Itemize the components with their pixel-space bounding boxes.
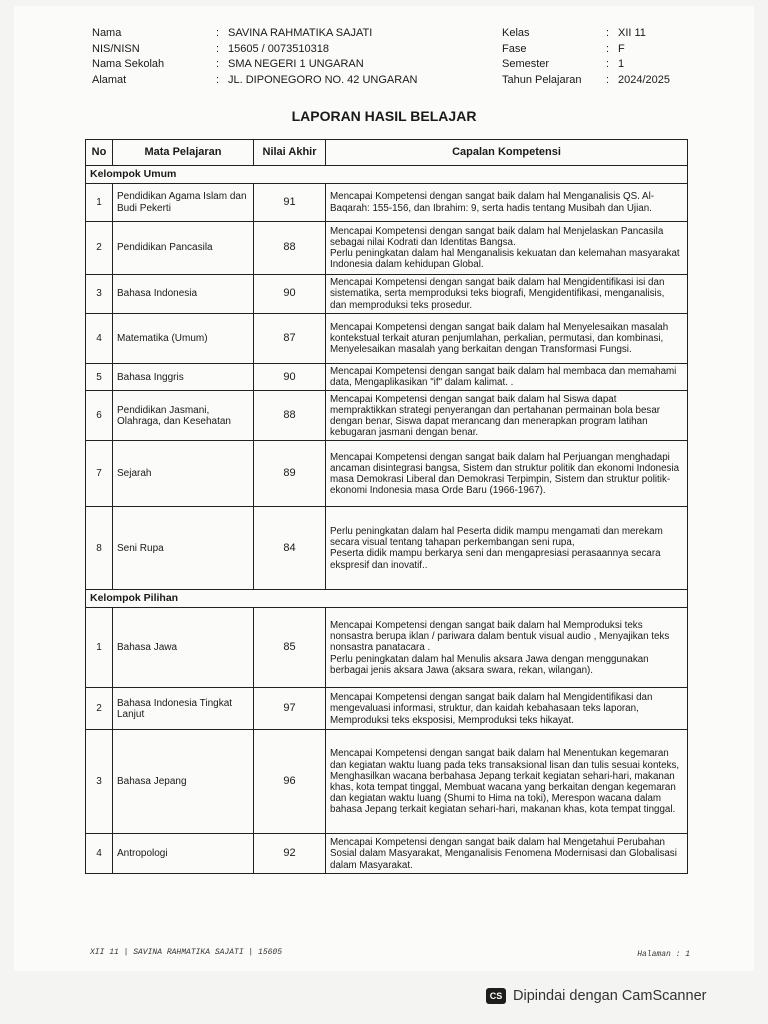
- final-score: 96: [254, 730, 326, 834]
- class-field-row: [502, 26, 670, 42]
- group-row: [86, 590, 688, 608]
- competency-description: Mencapai Kompetensi dengan sangat baik dalam hal Siswa dapat mempraktikkan strategi penyerangan dan pertahanan permainan bola besar dengan benar, Siswa dapat merancang dan menerapkan program latihan kebugaran jasmani dengan benar.: [326, 391, 688, 441]
- class-field-value: 2024/2025: [618, 73, 670, 86]
- student-field-row: [92, 73, 417, 89]
- student-field-sep: :: [216, 58, 220, 70]
- footer-student-info: XII 11 | SAVINA RAHMATIKA SAJATI | 15605: [90, 948, 283, 957]
- table-row: [86, 834, 688, 874]
- row-number: 4: [86, 834, 113, 874]
- final-score: 92: [254, 834, 326, 874]
- subject-name: Bahasa Inggris: [113, 364, 254, 391]
- class-field-label: Tahun Pelajaran: [502, 73, 582, 86]
- row-number: 6: [86, 391, 113, 441]
- competency-description: Mencapai Kompetensi dengan sangat baik dalam hal Menjelaskan Pancasila sebagai nilai Kodrati dan Identitas Bangsa. Perlu peningkatan dalam hal Menganalisis kekuatan dan kelemahan masyarakat Indonesia dalam kehidupan Global.: [326, 222, 688, 275]
- final-score: 87: [254, 314, 326, 364]
- camscanner-watermark: [486, 988, 706, 1004]
- competency-description: Perlu peningkatan dalam hal Peserta didik mampu mengamati dan merekam secara visual tentang tahapan perkembangan seni rupa, Peserta didik mampu berkarya seni dan mengapresiasi perasaannya secara ekspresif dan inovatif..: [326, 507, 688, 590]
- grades-table: [85, 139, 688, 874]
- table-row: [86, 184, 688, 222]
- student-field-label: NIS/NISN: [92, 42, 140, 55]
- table-row: [86, 507, 688, 590]
- row-number: 2: [86, 222, 113, 275]
- student-field-sep: :: [216, 73, 220, 86]
- camscanner-logo-icon: CS: [486, 988, 506, 1004]
- student-field-row: [92, 42, 417, 58]
- table-row: [86, 688, 688, 730]
- student-field-value: JL. DIPONEGORO NO. 42 UNGARAN: [228, 73, 418, 86]
- class-field-row: [502, 42, 670, 58]
- student-field-value: SMA NEGERI 1 UNGARAN: [228, 58, 364, 70]
- final-score: 88: [254, 391, 326, 441]
- final-score: 91: [254, 184, 326, 222]
- competency-description: Mencapai Kompetensi dengan sangat baik dalam hal membaca dan memahami data, Mengaplikasikan "if" dalam kalimat. .: [326, 364, 688, 391]
- final-score: 84: [254, 507, 326, 590]
- row-number: 7: [86, 441, 113, 507]
- table-row: [86, 391, 688, 441]
- final-score: 90: [254, 275, 326, 314]
- row-number: 3: [86, 730, 113, 834]
- competency-description: Mencapai Kompetensi dengan sangat baik dalam hal Menyelesaikan masalah kontekstual terkait aturan penjumlahan, perkalian, permutasi, dan kombinasi, Menyelesaikan masalah yang berkaitan dengan Transformasi Fungsi.: [326, 314, 688, 364]
- final-score: 97: [254, 688, 326, 730]
- subject-name: Seni Rupa: [113, 507, 254, 590]
- student-field-row: [92, 57, 417, 73]
- class-field-label: Kelas: [502, 27, 530, 39]
- row-number: 3: [86, 275, 113, 314]
- student-info-left: [92, 26, 417, 88]
- class-field-value: F: [618, 42, 625, 55]
- final-score: 90: [254, 364, 326, 391]
- row-number: 4: [86, 314, 113, 364]
- subject-name: Bahasa Indonesia: [113, 275, 254, 314]
- class-field-label: Semester: [502, 58, 550, 70]
- table-row: [86, 275, 688, 314]
- table-row: [86, 314, 688, 364]
- row-number: 8: [86, 507, 113, 590]
- competency-description: Mencapai Kompetensi dengan sangat baik dalam hal Menentukan kegemaran dan kegiatan waktu luang pada teks transaksional lisan dan tulis sesuai konteks, Menghasilkan wacana berbahasa Jepang terkait kegiatan sehari-hari, makanan khas, kota tempat tinggal, Membuat wacana yang berkaitan dengan kegemaran dan kegiatan waktu luang (Shumi to Hima na toki), Merespon wacana dalam bahasa Jepang terkait kegiatan sehari-hari, makanan khas, kota tempat tinggal.: [326, 730, 688, 834]
- table-row: [86, 730, 688, 834]
- competency-description: Mencapai Kompetensi dengan sangat baik dalam hal Memproduksi teks nonsastra berupa iklan / pariwara dalam bentuk visual audio , Menyajikan teks nonsastra panatacara . Perlu peningkatan dalam hal Menulis aksara Jawa dengan menggunakan berbagai jenis aksara Jawa (aksara swara, rekan, wilangan).: [326, 608, 688, 688]
- student-field-label: Nama: [92, 27, 122, 39]
- row-number: 2: [86, 688, 113, 730]
- class-field-row: [502, 73, 670, 89]
- col-competency-header: Capalan Kompetensi: [326, 140, 688, 166]
- student-field-sep: :: [216, 42, 220, 55]
- class-field-sep: :: [606, 73, 610, 86]
- subject-name: Pendidikan Jasmani, Olahraga, dan Kesehatan: [113, 391, 254, 441]
- table-row: [86, 608, 688, 688]
- col-no-header: No: [86, 140, 113, 166]
- table-row: [86, 441, 688, 507]
- col-score-header: Nilai Akhir: [254, 140, 326, 166]
- competency-description: Mencapai Kompetensi dengan sangat baik dalam hal Mengidentifikasi dan mengevaluasi informasi, struktur, dan kaidah kebahasaan teks laporan, Memproduksi teks eksposisi, Memproduksi teks hikayat.: [326, 688, 688, 730]
- camscanner-text: Dipindai dengan CamScanner: [513, 988, 707, 1004]
- table-row: [86, 222, 688, 275]
- row-number: 1: [86, 608, 113, 688]
- group-row: [86, 166, 688, 184]
- table-header-row: [86, 140, 688, 166]
- student-field-row: [92, 26, 417, 42]
- group-title: Kelompok Pilihan: [86, 590, 688, 608]
- class-field-sep: :: [606, 58, 610, 70]
- student-field-value: SAVINA RAHMATIKA SAJATI: [228, 27, 373, 39]
- competency-description: Mencapai Kompetensi dengan sangat baik dalam hal Mengidentifikasi isi dan sistematika, serta memproduksi teks biografi, Mengidentifikasi, menganalisis, dan memproduksi teks prosedur.: [326, 275, 688, 314]
- subject-name: Bahasa Jawa: [113, 608, 254, 688]
- final-score: 89: [254, 441, 326, 507]
- class-field-value: 1: [618, 58, 625, 70]
- table-row: [86, 364, 688, 391]
- col-subject-header: Mata Pelajaran: [113, 140, 254, 166]
- student-field-value: 15605 / 0073510318: [228, 42, 329, 55]
- footer-page-number: Halaman : 1: [637, 950, 690, 959]
- student-field-label: Alamat: [92, 73, 127, 86]
- competency-description: Mencapai Kompetensi dengan sangat baik dalam hal Menganalisis QS. Al-Baqarah: 155-156, dan Ibrahim: 9, serta hadis tentang Musibah dan Ujian.: [326, 184, 688, 222]
- row-number: 1: [86, 184, 113, 222]
- report-title: LAPORAN HASIL BELAJAR: [291, 108, 477, 124]
- student-info-right: [502, 26, 670, 88]
- subject-name: Bahasa Indonesia Tingkat Lanjut: [113, 688, 254, 730]
- competency-description: Mencapai Kompetensi dengan sangat baik dalam hal Mengetahui Perubahan Sosial dalam Masyarakat, Menganalisis Fenomena Modernisasi dan Globalisasi dalam Masyarakat.: [326, 834, 688, 874]
- final-score: 88: [254, 222, 326, 275]
- student-field-label: Nama Sekolah: [92, 58, 165, 70]
- class-field-row: [502, 57, 670, 73]
- class-field-value: XII 11: [618, 27, 646, 39]
- subject-name: Bahasa Jepang: [113, 730, 254, 834]
- subject-name: Antropologi: [113, 834, 254, 874]
- competency-description: Mencapai Kompetensi dengan sangat baik dalam hal Perjuangan menghadapi ancaman disintegrasi bangsa, Sistem dan struktur politik dan ekonomi Indonesia masa Demokrasi Liberal dan Demokrasi Terpimpin, Sistem dan struktur politik-ekonomi Indonesia masa Orde Baru (1966-1967).: [326, 441, 688, 507]
- class-field-sep: :: [606, 27, 610, 39]
- class-field-label: Fase: [502, 42, 527, 55]
- subject-name: Matematika (Umum): [113, 314, 254, 364]
- subject-name: Pendidikan Agama Islam dan Budi Pekerti: [113, 184, 254, 222]
- student-field-sep: :: [216, 27, 220, 39]
- subject-name: Sejarah: [113, 441, 254, 507]
- class-field-sep: :: [606, 42, 610, 55]
- subject-name: Pendidikan Pancasila: [113, 222, 254, 275]
- final-score: 85: [254, 608, 326, 688]
- group-title: Kelompok Umum: [86, 166, 688, 184]
- row-number: 5: [86, 364, 113, 391]
